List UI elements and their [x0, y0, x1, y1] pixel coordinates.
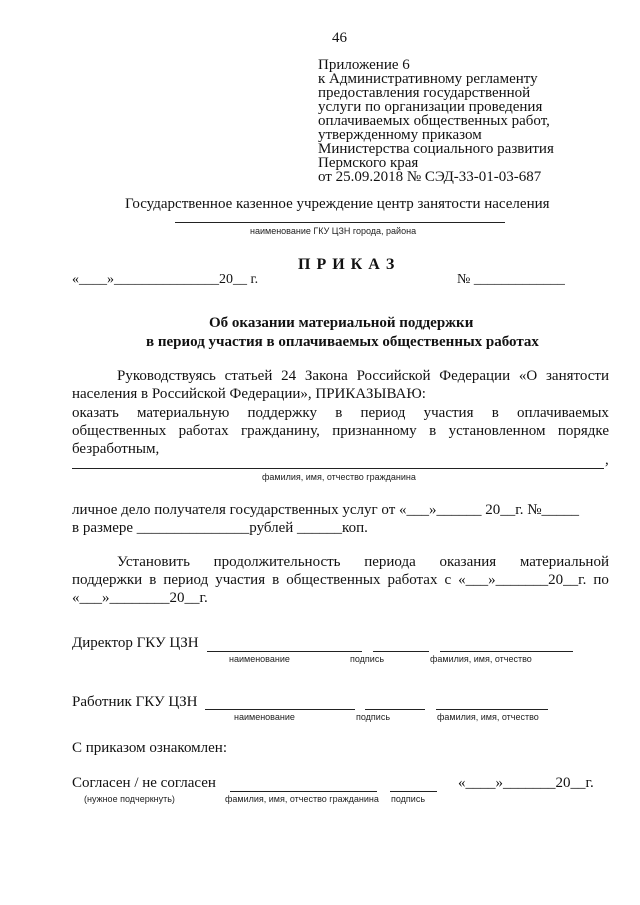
appendix-line: от 25.09.2018 № СЭД-33-01-03-687: [318, 169, 542, 185]
word: в: [272, 572, 280, 588]
word: с: [444, 572, 452, 588]
word: общественных: [286, 572, 381, 588]
word: период: [163, 572, 209, 588]
word: установленном: [448, 423, 546, 439]
word: периода: [364, 554, 416, 570]
fio-caption: фамилия, имя, отчество гражданина: [262, 472, 416, 482]
order-number: № _____________: [457, 272, 565, 287]
word: продолжительность: [213, 554, 341, 570]
word: статьей: [224, 368, 273, 384]
director-label: Директор ГКУ ЦЗН: [72, 635, 199, 651]
word: участия: [215, 572, 266, 588]
amount-line: в размере _______________рублей ______коп.: [72, 520, 368, 536]
paragraph-3-line-1: [117, 554, 609, 571]
agree-label: Согласен / не согласен: [72, 775, 216, 791]
appendix-line: предоставления государственной: [318, 85, 531, 101]
acquainted-label: С приказом ознакомлен:: [72, 740, 228, 756]
paragraph-3-line-2: [72, 572, 609, 589]
appendix-line: к Административному регламенту: [318, 71, 538, 87]
page-number: 46: [332, 30, 347, 46]
word: период: [360, 405, 406, 421]
order-date: «____»_______________20__ г.: [72, 272, 259, 287]
appendix-line: Приложение 6: [318, 57, 410, 73]
agree-fio-line: [230, 791, 377, 792]
fio-comma: ,: [605, 452, 609, 468]
director-name-line: [207, 651, 362, 652]
appendix-block: [318, 58, 554, 184]
appendix-line: оплачиваемых общественных работ,: [318, 113, 550, 129]
director-caption-name: наименование: [229, 654, 290, 664]
paragraph-2-line-1: [72, 405, 609, 422]
director-sign-line: [373, 651, 429, 652]
word: Закона: [304, 368, 348, 384]
word: оказать: [72, 405, 119, 421]
appendix-line: Министерства социального развития: [318, 141, 554, 157]
word: Федерации: [439, 368, 511, 384]
personal-file-line: личное дело получателя государственных услуг от «___»______ 20__г. №_____: [72, 502, 580, 518]
word: оказания: [439, 554, 497, 570]
word: работах: [387, 572, 438, 588]
order-title: П Р И К А З: [298, 256, 396, 273]
appendix-line: Пермского края: [318, 155, 419, 171]
worker-name-line: [205, 709, 355, 710]
word: в: [335, 405, 343, 421]
director-caption-sign: подпись: [350, 654, 385, 664]
word: материальной: [519, 554, 609, 570]
word: занятости: [545, 368, 609, 384]
word: оплачиваемых: [517, 405, 609, 421]
agree-sign-line: [390, 791, 437, 792]
paragraph-2-line-3: безработным,: [72, 441, 160, 457]
word: гражданину,: [241, 423, 320, 439]
paragraph-1-line-2: населения в Российской Федерации», ПРИКАЗЫВАЮ:: [72, 386, 426, 402]
agree-date: «____»_______20__г.: [458, 775, 594, 791]
paragraph-2-line-2: [72, 423, 609, 440]
word: материальную: [137, 405, 230, 421]
word: поддержки: [72, 572, 143, 588]
appendix-line: утвержденному приказом: [318, 127, 482, 143]
word: поддержку: [247, 405, 317, 421]
agree-caption-fio: фамилия, имя, отчество гражданина: [225, 794, 379, 804]
subject-line-2: в период участия в оплачиваемых общественных работах: [146, 334, 539, 350]
institution-name: Государственное казенное учреждение центр занятости населения: [125, 196, 550, 212]
word: по: [593, 572, 609, 588]
word: в: [491, 405, 499, 421]
fio-underline: [72, 468, 604, 469]
worker-sign-line: [365, 709, 425, 710]
word: «О: [518, 368, 538, 384]
director-fio-line: [440, 651, 573, 652]
worker-caption-sign: подпись: [356, 712, 391, 722]
word: в: [149, 572, 157, 588]
worker-caption-fio: фамилия, имя, отчество: [437, 712, 539, 722]
institution-caption: наименование ГКУ ЦЗН города, района: [250, 226, 417, 236]
subject-line-1: Об оказании материальной поддержки: [209, 315, 474, 331]
word: Российской: [356, 368, 431, 384]
paragraph-3-line-3: «___»________20__г.: [72, 590, 208, 606]
word: работах: [178, 423, 229, 439]
institution-underline: [175, 222, 505, 223]
word: Установить: [117, 554, 190, 570]
underline-note: (нужное подчеркнуть): [84, 794, 175, 804]
word: порядке: [557, 423, 609, 439]
word: Руководствуясь: [117, 368, 216, 384]
worker-fio-line: [436, 709, 548, 710]
word: признанному: [332, 423, 417, 439]
paragraph-1-line-1: [117, 368, 609, 385]
worker-label: Работник ГКУ ЦЗН: [72, 694, 198, 710]
word: 24: [281, 368, 297, 384]
agree-caption-sign: подпись: [391, 794, 426, 804]
director-caption-fio: фамилия, имя, отчество: [430, 654, 532, 664]
word: участия: [423, 405, 474, 421]
word: в: [429, 423, 437, 439]
word: «___»_______20__г.: [458, 572, 587, 588]
appendix-line: услуги по организации проведения: [318, 99, 543, 115]
word: общественных: [72, 423, 167, 439]
worker-caption-name: наименование: [234, 712, 295, 722]
